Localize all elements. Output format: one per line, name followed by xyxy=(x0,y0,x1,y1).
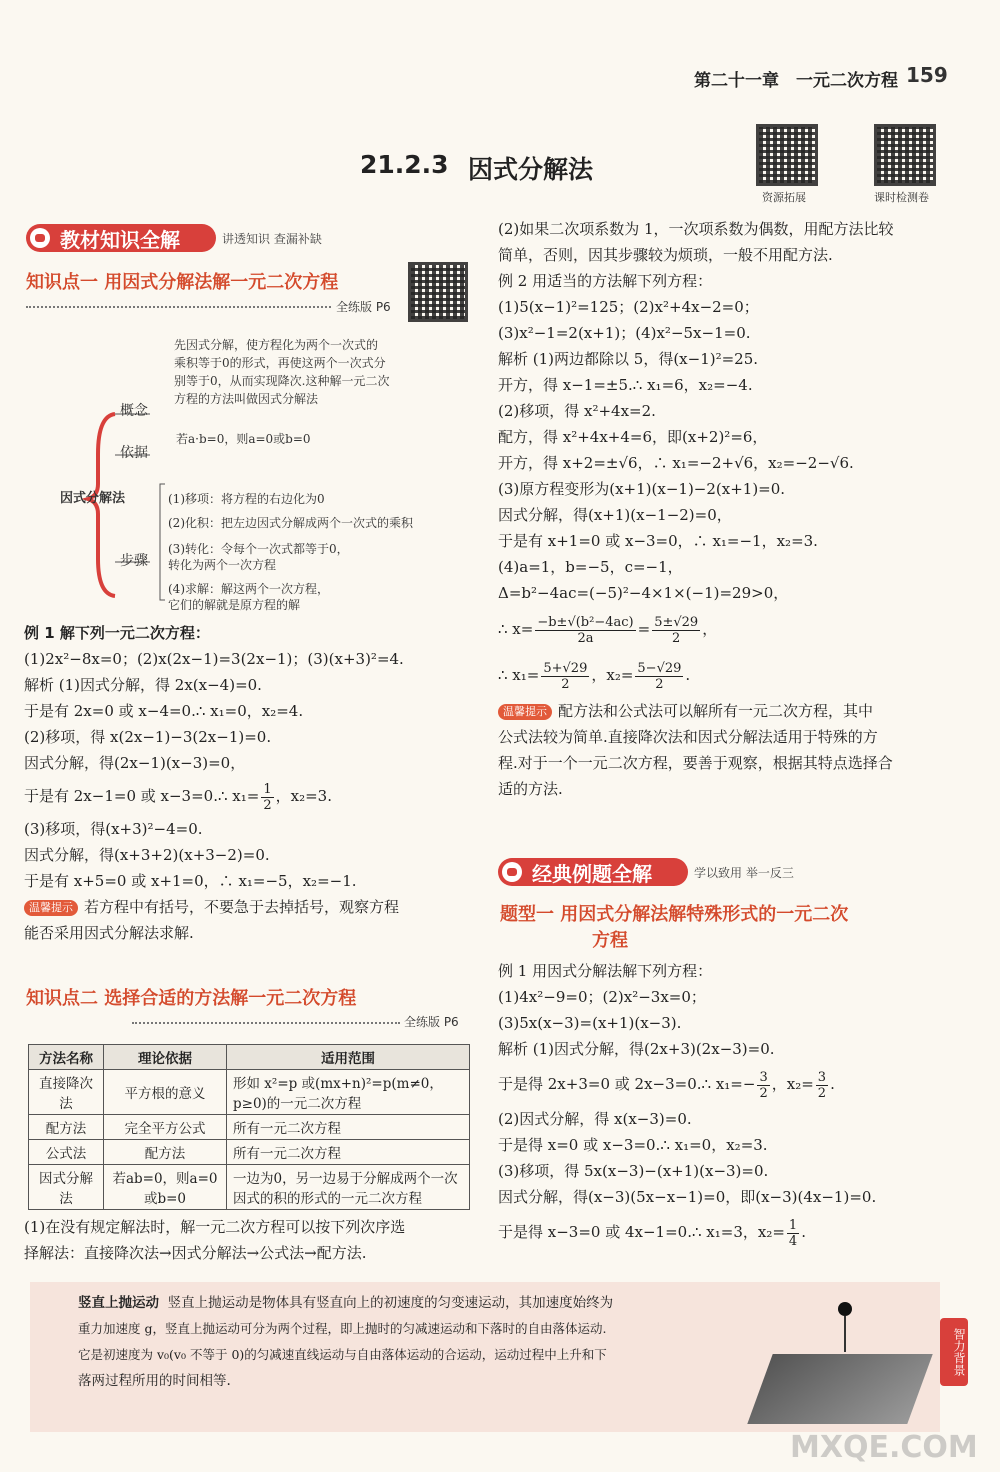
diagram-root: 因式分解法 xyxy=(60,491,126,506)
example-line: (3)原方程变形为(x+1)(x−1)−2(x+1)=0. xyxy=(498,480,786,498)
basis-text: 若a·b=0，则a=0或b=0 xyxy=(176,432,311,446)
example-line: 开方，得 x−1=±5.∴ x₁=6，x₂=−4. xyxy=(498,376,753,394)
example-line: 因式分解，得(x+3+2)(x+3−2)=0. xyxy=(24,846,270,864)
example-line: 于是有 2x−1=0 或 x−3=0.∴ x₁= $\frac{1}{2}$ ，x₂=3. xyxy=(24,781,332,813)
tip-line: 温馨提示 若方程中有括号，不要急于去掉括号，观察方程 xyxy=(24,894,474,920)
example-line: (1)5(x−1)²=125；(2)x²+4x−2=0； xyxy=(498,298,759,316)
step-3: (3)转化：令每个一次式都等于0， xyxy=(168,542,349,556)
concept-diagram xyxy=(20,334,470,620)
fraction: $\frac{\text{−b±√(b²−4ac)}}{2a}$ xyxy=(537,614,634,646)
arrow-icon xyxy=(844,1316,846,1352)
question-type-title-cont: 方程 xyxy=(592,930,628,951)
footer-line: 落两过程所用的时间相等. xyxy=(78,1373,231,1389)
tip-line: 温馨提示 配方法和公式法可以解所有一元二次方程，其中 xyxy=(498,698,968,724)
footer-line: 重力加速度 g，竖直上抛运动可分为两个过程，即上抛时的匀减速运动和下落时的自由落体运动. xyxy=(78,1321,607,1336)
qr-caption: 资源拓展 xyxy=(762,191,806,204)
right-example xyxy=(498,958,968,1254)
example-line: 于是有 x+1=0 或 x−3=0，∴ x₁=−1，x₂=3. xyxy=(498,532,818,550)
banner-label: 经典例题全解 xyxy=(532,861,652,886)
question-type-title: 题型一 用因式分解法解特殊形式的一元二次 xyxy=(500,904,849,925)
watermark: MXQE.COM xyxy=(790,1430,978,1465)
example-line: 于是有 2x=0 或 x−4=0.∴ x₁=0，x₂=4. xyxy=(24,702,304,720)
example-line: 于是得 2x+3=0 或 2x−3=0.∴ x₁=− $\frac{3}{2}$ ，x₂= $\frac{3}{2}$ . xyxy=(498,1069,835,1101)
example-line: (3)移项，得 5x(x−3)−(x+1)(x−3)=0. xyxy=(498,1162,769,1180)
tip-line: 程.对于一个一元二次方程，要善于观察，根据其特点选择合 xyxy=(498,754,893,772)
steps-label: 步骤 xyxy=(120,553,148,569)
illustration-image xyxy=(747,1354,932,1424)
intro-line: 简单，否则，因其步骤较为烦琐，一般不用配方法. xyxy=(498,246,833,264)
section-number: 21.2.3 xyxy=(360,150,449,179)
tip-badge: 温馨提示 xyxy=(24,900,78,916)
qr-code-quiz[interactable] xyxy=(874,124,936,186)
example-line: 例 1 用因式分解法解下列方程： xyxy=(498,962,713,980)
knowledge-point-title: 知识点二 选择合适的方法解一元二次方程 xyxy=(26,988,357,1009)
banner-subtitle: 讲透知识 查漏补缺 xyxy=(222,232,322,246)
fraction: $\frac{3}{2}$ xyxy=(759,1069,768,1101)
example-line: 于是有 x+5=0 或 x+1=0，∴ x₁=−5，x₂=−1. xyxy=(24,872,357,890)
banner-subtitle: 学以致用 举一反三 xyxy=(694,866,794,880)
qr-code-kp1[interactable] xyxy=(408,262,468,322)
page-number: 159 xyxy=(906,63,948,87)
ball-icon xyxy=(838,1302,852,1316)
fraction: $\frac{5\pm√29}{2}$ xyxy=(654,614,699,646)
example-line: (3)x²−1=2(x+1)；(4)x²−5x−1=0. xyxy=(498,324,751,342)
knowledge-point-title: 知识点一 用因式分解法解一元二次方程 xyxy=(26,272,339,293)
table-row: 因式分解法 若ab=0，则a=0或b=0 一边为0，另一边易于分解成两个一次因式的积的形式的一元二次方程 xyxy=(29,1165,470,1210)
chapter-title: 一元二次方程 xyxy=(796,71,898,91)
table-header: 理论依据 xyxy=(104,1045,227,1070)
example-line: 例 2 用适当的方法解下列方程： xyxy=(498,272,713,290)
step-2: (2)化积：把左边因式分解成两个一次式的乘积 xyxy=(168,516,413,530)
fraction: $\frac{5+√29}{2}$ xyxy=(543,660,588,692)
table-header: 适用范围 xyxy=(227,1045,470,1070)
banner-label: 教材知识全解 xyxy=(60,227,180,252)
tip-line: 能否采用因式分解法求解. xyxy=(24,924,194,942)
method-table xyxy=(28,1044,470,1210)
fraction: $\frac{1}{4}$ xyxy=(788,1217,798,1249)
chapter-label: 第二十一章 xyxy=(694,71,779,91)
step-4: (4)求解：解这两个一次方程， xyxy=(168,582,329,596)
example-line: 解析 (1)因式分解，得 2x(x−4)=0. xyxy=(24,676,262,694)
example-line: (1)4x²−9=0；(2)x²−3x=0； xyxy=(498,988,706,1006)
sidebar-note-box xyxy=(30,1282,940,1432)
footer-term: 竖直上抛运动 xyxy=(78,1295,159,1311)
example-line: 解析 (1)因式分解，得(2x+3)(2x−3)=0. xyxy=(498,1040,775,1058)
tip-line: 适的方法. xyxy=(498,780,563,798)
table-row: 公式法 配方法 所有一元二次方程 xyxy=(29,1140,470,1165)
step-3b: 转化为两个一次方程 xyxy=(168,558,277,572)
intro-line: (2)如果二次项系数为 1，一次项系数为偶数，用配方法比较 xyxy=(498,220,894,238)
basis-label: 依据 xyxy=(120,445,148,461)
example-line: 于是得 x=0 或 x−3=0.∴ x₁=0，x₂=3. xyxy=(498,1136,768,1154)
example-line: (2)因式分解，得 x(x−3)=0. xyxy=(498,1110,692,1128)
example-line: (2)移项，得 x(2x−1)−3(2x−1)=0. xyxy=(24,728,272,746)
fraction: $\frac{5-√29}{2}$ xyxy=(637,660,682,692)
example-line: (2)移项，得 x²+4x=2. xyxy=(498,402,656,420)
version-ref: 全练版 P6 xyxy=(336,300,391,314)
example-line: 于是得 x−3=0 或 4x−1=0.∴ x₁=3，x₂= $\frac{1}{4}$ . xyxy=(498,1217,806,1249)
example-line: (1)2x²−8x=0；(2)x(2x−1)=3(2x−1)；(3)(x+3)²=4. xyxy=(24,650,404,668)
side-tab: 智力背景 xyxy=(940,1318,968,1386)
table-row: 直接降次法 平方根的意义 形如 x²=p 或(mx+n)²=p(m≠0，p≥0)的一元二次方程 xyxy=(29,1070,470,1115)
dotted-divider xyxy=(132,1022,400,1024)
version-ref: 全练版 P6 xyxy=(404,1015,459,1029)
example-line: Δ=b²−4ac=(−5)²−4×1×(−1)=29>0， xyxy=(498,584,789,602)
example-line: 因式分解，得(x−3)(5x−x−1)=0，即(x−3)(4x−1)=0. xyxy=(498,1188,877,1206)
qr-caption: 课时检测卷 xyxy=(874,191,929,204)
step-1: (1)移项：将方程的右边化为0 xyxy=(168,492,325,506)
table-row: 配方法 完全平方公式 所有一元二次方程 xyxy=(29,1115,470,1140)
example-line: 解析 (1)两边都除以 5，得(x−1)²=25. xyxy=(498,350,759,368)
section-title: 因式分解法 xyxy=(468,155,594,184)
example-line: 开方，得 x+2=±√6，∴ x₁=−2+√6，x₂=−2−√6. xyxy=(498,454,854,472)
section-banner xyxy=(498,858,688,886)
example-line: (4)a=1，b=−5，c=−1， xyxy=(498,558,683,576)
roots-line: ∴ x₁= $\frac{5+√29}{2}$ ，x₂= $\frac{5-√29}{2}$ . xyxy=(498,660,691,692)
banner-icon xyxy=(502,862,522,882)
footer-line: 它是初速度为 v₀(v₀ 不等于 0)的匀减速直线运动与自由落体运动的合运动，运动过程中上升和下 xyxy=(78,1347,607,1362)
right-column xyxy=(498,216,968,802)
example-line: 因式分解，得(x+1)(x−1−2)=0， xyxy=(498,506,732,524)
fraction: $\frac{1}{2}$ xyxy=(263,781,272,813)
concept-text: 先因式分解，使方程化为两个一次式的 乘积等于0的形式，再使这两个一次式分 别等于0，从而实现降次.这种解一元二次 方程的方法叫做因式分解法 xyxy=(174,338,390,406)
example-line: (3)移项，得(x+3)²−4=0. xyxy=(24,820,203,838)
tip-line: 公式法较为简单.直接降次法和因式分解法适用于特殊的方 xyxy=(498,728,878,746)
section-banner xyxy=(26,224,216,252)
left-example xyxy=(24,620,474,946)
example-line: (3)5x(x−3)=(x+1)(x−3). xyxy=(498,1014,682,1032)
table-header: 方法名称 xyxy=(29,1045,104,1070)
example-line: 例 1 解下列一元二次方程： xyxy=(24,624,210,642)
tip-badge: 温馨提示 xyxy=(498,704,552,720)
dotted-divider xyxy=(26,306,331,308)
example-line: 因式分解，得(2x−1)(x−3)=0， xyxy=(24,754,246,772)
qr-code-resources[interactable] xyxy=(756,124,818,186)
footer-line: 竖直上抛运动是物体具有竖直向上的初速度的匀变速运动，其加速度始终为 xyxy=(167,1295,614,1311)
formula-line: ∴ x= $\frac{\text{−b±√(b²−4ac)}}{2a}$ = $\frac{5\pm√29}{2}$ ， xyxy=(498,614,718,646)
order-note: (1)在没有规定解法时，解一元二次方程可以按下列次序选 择解法：直接降次法→因式分解法→公式法→配方法. xyxy=(24,1218,406,1262)
fraction: $\frac{3}{2}$ xyxy=(817,1069,827,1101)
concept-label: 概念 xyxy=(120,403,148,419)
step-4b: 它们的解就是原方程的解 xyxy=(168,598,301,612)
banner-icon xyxy=(30,228,50,248)
example-line: 配方，得 x²+4x+4=6，即(x+2)²=6， xyxy=(498,428,768,446)
